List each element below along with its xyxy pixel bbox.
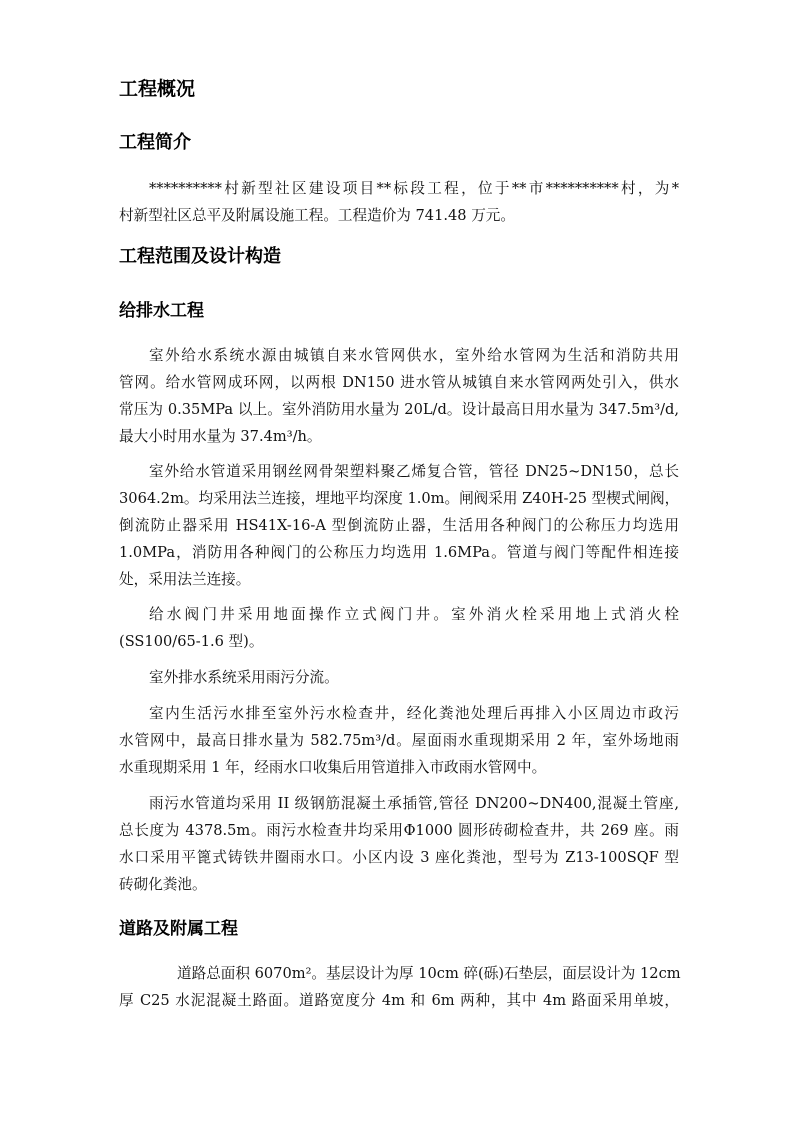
intro-paragraph [119,175,679,229]
water-paragraph-4 [119,664,679,691]
text-line: 倒流防止器采用 HS41X-16-A 型倒流防止器，生活用各种阀门的公称压力均选用 [119,517,679,534]
text-line: 3064.2m。均采用法兰连接，埋地平均深度 1.0m。闸阀采用 Z40H-25 型楔式闸阀， [119,490,680,507]
text-line: 村新型社区总平及附属设施工程。工程造价为 741.48 万元。 [119,207,516,224]
text-line: 砖砌化粪池。 [119,876,207,893]
text-line: 给水阀门井采用地面操作立式阀门井。室外消火栓采用地上式消火栓 [149,606,679,623]
text-line: 1.0MPa，消防用各种阀门的公称压力均选用 1.6MPa。管道与阀门等配件相连接 [119,544,679,561]
water-paragraph-2 [119,458,679,593]
text-line: 室内生活污水排至室外污水检查井，经化粪池处理后再排入小区周边市政污 [149,705,679,722]
text-line: 最大小时用水量为 37.4m³/h。 [119,428,322,445]
heading-water: 给排水工程 [119,301,204,321]
water-paragraph-1 [119,342,679,450]
text-line: 道路总面积 6070m²。基层设计为厚 10cm 碎(砾)石垫层，面层设计为 12cm [177,965,681,982]
text-line: 水口采用平篦式铸铁井圈雨水口。小区内设 3 座化粪池，型号为 Z13-100SQF 型 [119,849,679,866]
text-line: 室外给水系统水源由城镇自来水管网供水，室外给水管网为生活和消防共用 [149,347,679,364]
text-line: 室外给水管道采用钢丝网骨架塑料聚乙烯复合管，管径 DN25~DN150，总长 [149,463,679,480]
text-line: **********村新型社区建设项目**标段工程，位于**市**********村，为* [149,180,679,197]
text-line: 水重现期采用 1 年，经雨水口收集后用管道排入市政雨水管网中。 [119,759,547,776]
text-line: 厚 C25 水泥混凝土路面。道路宽度分 4m 和 6m 两种，其中 4m 路面采用单坡， [119,992,679,1009]
text-line: 室外排水系统采用雨污分流。 [149,669,339,686]
text-line: 常压为 0.35MPa 以上。室外消防用水量为 20L/d。设计最高日用水量为 347.5m³/d, [119,401,679,418]
text-line: 水管网中，最高日排水量为 582.75m³/d。屋面雨水重现期采用 2 年，室外场地雨 [119,732,679,749]
heading-overview: 工程概况 [119,78,196,100]
heading-scope: 工程范围及设计构造 [119,246,281,267]
heading-intro: 工程简介 [119,132,191,153]
water-paragraph-6 [119,790,679,898]
water-paragraph-5 [119,700,679,781]
text-line: 总长度为 4378.5m。雨污水检查井均采用Φ1000 圆形砖砌检查井，共 269 座。雨 [119,822,679,839]
road-paragraph [119,960,679,1014]
text-line: (SS100/65-1.6 型)。 [119,633,264,650]
heading-road: 道路及附属工程 [119,919,238,939]
text-line: 雨污水管道均采用 II 级钢筋混凝土承插管,管径 DN200~DN400,混凝土管座, [149,795,679,812]
text-line: 管网。给水管网成环网，以两根 DN150 进水管从城镇自来水管网两处引入，供水 [119,374,679,391]
text-line: 处，采用法兰连接。 [119,571,251,588]
water-paragraph-3 [119,601,679,655]
